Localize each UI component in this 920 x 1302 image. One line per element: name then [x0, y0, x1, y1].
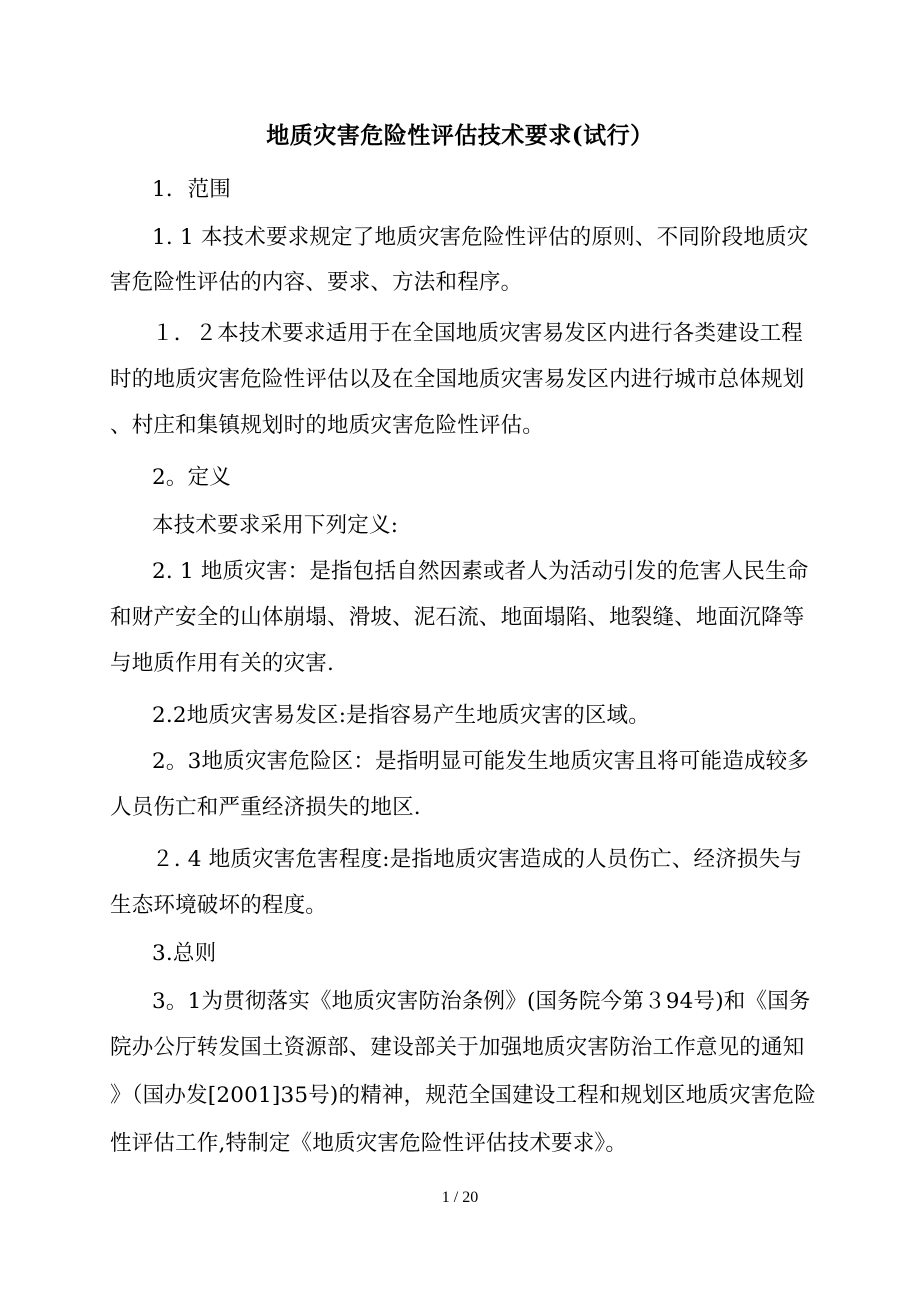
- paragraph-line: 3。1为贯彻落实《地质灾害防治条例》(国务院今第３94号)和《国务: [152, 989, 811, 1014]
- paragraph-line: １．２本技术要求适用于在全国地质灾害易发区内进行各类建设工程: [152, 321, 804, 346]
- paragraph-line: 1. 1 本技术要求规定了地质灾害危险性评估的原则、不同阶段地质灾: [152, 225, 809, 250]
- paragraph-line: 害危险性评估的内容、要求、方法和程序。: [110, 270, 523, 295]
- paragraph-line: 、村庄和集镇规划时的地质灾害危险性评估。: [110, 413, 545, 438]
- paragraph-line: 2。3地质灾害危险区：是指明显可能发生地质灾害且将可能造成较多: [152, 749, 810, 774]
- paragraph-line: 和财产安全的山体崩塌、滑坡、泥石流、地面塌陷、地裂缝、地面沉降等: [110, 605, 805, 630]
- paragraph-line: 人员伤亡和严重经济损失的地区.: [110, 795, 421, 820]
- section-heading-scope: 1．范围: [152, 177, 231, 202]
- paragraph-line: 本技术要求采用下列定义:: [152, 513, 399, 538]
- paragraph-line: ２. 4 地质灾害危害程度:是指地质灾害造成的人员伤亡、经济损失与: [152, 847, 803, 872]
- document-title: 地质灾害危险性评估技术要求(试行）: [266, 122, 654, 149]
- section-heading-definitions: 2。定义: [152, 465, 231, 490]
- section-heading-general: 3.总则: [152, 941, 217, 966]
- paragraph-line: 2.2地质灾害易发区:是指容易产生地质灾害的区域。: [152, 703, 650, 728]
- page-number: 1 / 20: [441, 1189, 479, 1206]
- paragraph-line: 与地质作用有关的灾害.: [110, 651, 335, 676]
- paragraph-line: 生态环境破坏的程度。: [110, 893, 328, 918]
- paragraph-line: 性评估工作,特制定《地质灾害危险性评估技术要求》。: [110, 1131, 628, 1156]
- paragraph-line: 》（国办发[2001]35号)的精神，规范全国建设工程和规划区地质灾害危险: [110, 1083, 816, 1108]
- paragraph-line: 2. 1 地质灾害：是指包括自然因素或者人为活动引发的危害人民生命: [152, 559, 809, 584]
- paragraph-line: 时的地质灾害危险性评估以及在全国地质灾害易发区内进行城市总体规划: [110, 367, 805, 392]
- paragraph-line: 院办公厅转发国土资源部、建设部关于加强地质灾害防治工作意见的通知: [110, 1035, 805, 1060]
